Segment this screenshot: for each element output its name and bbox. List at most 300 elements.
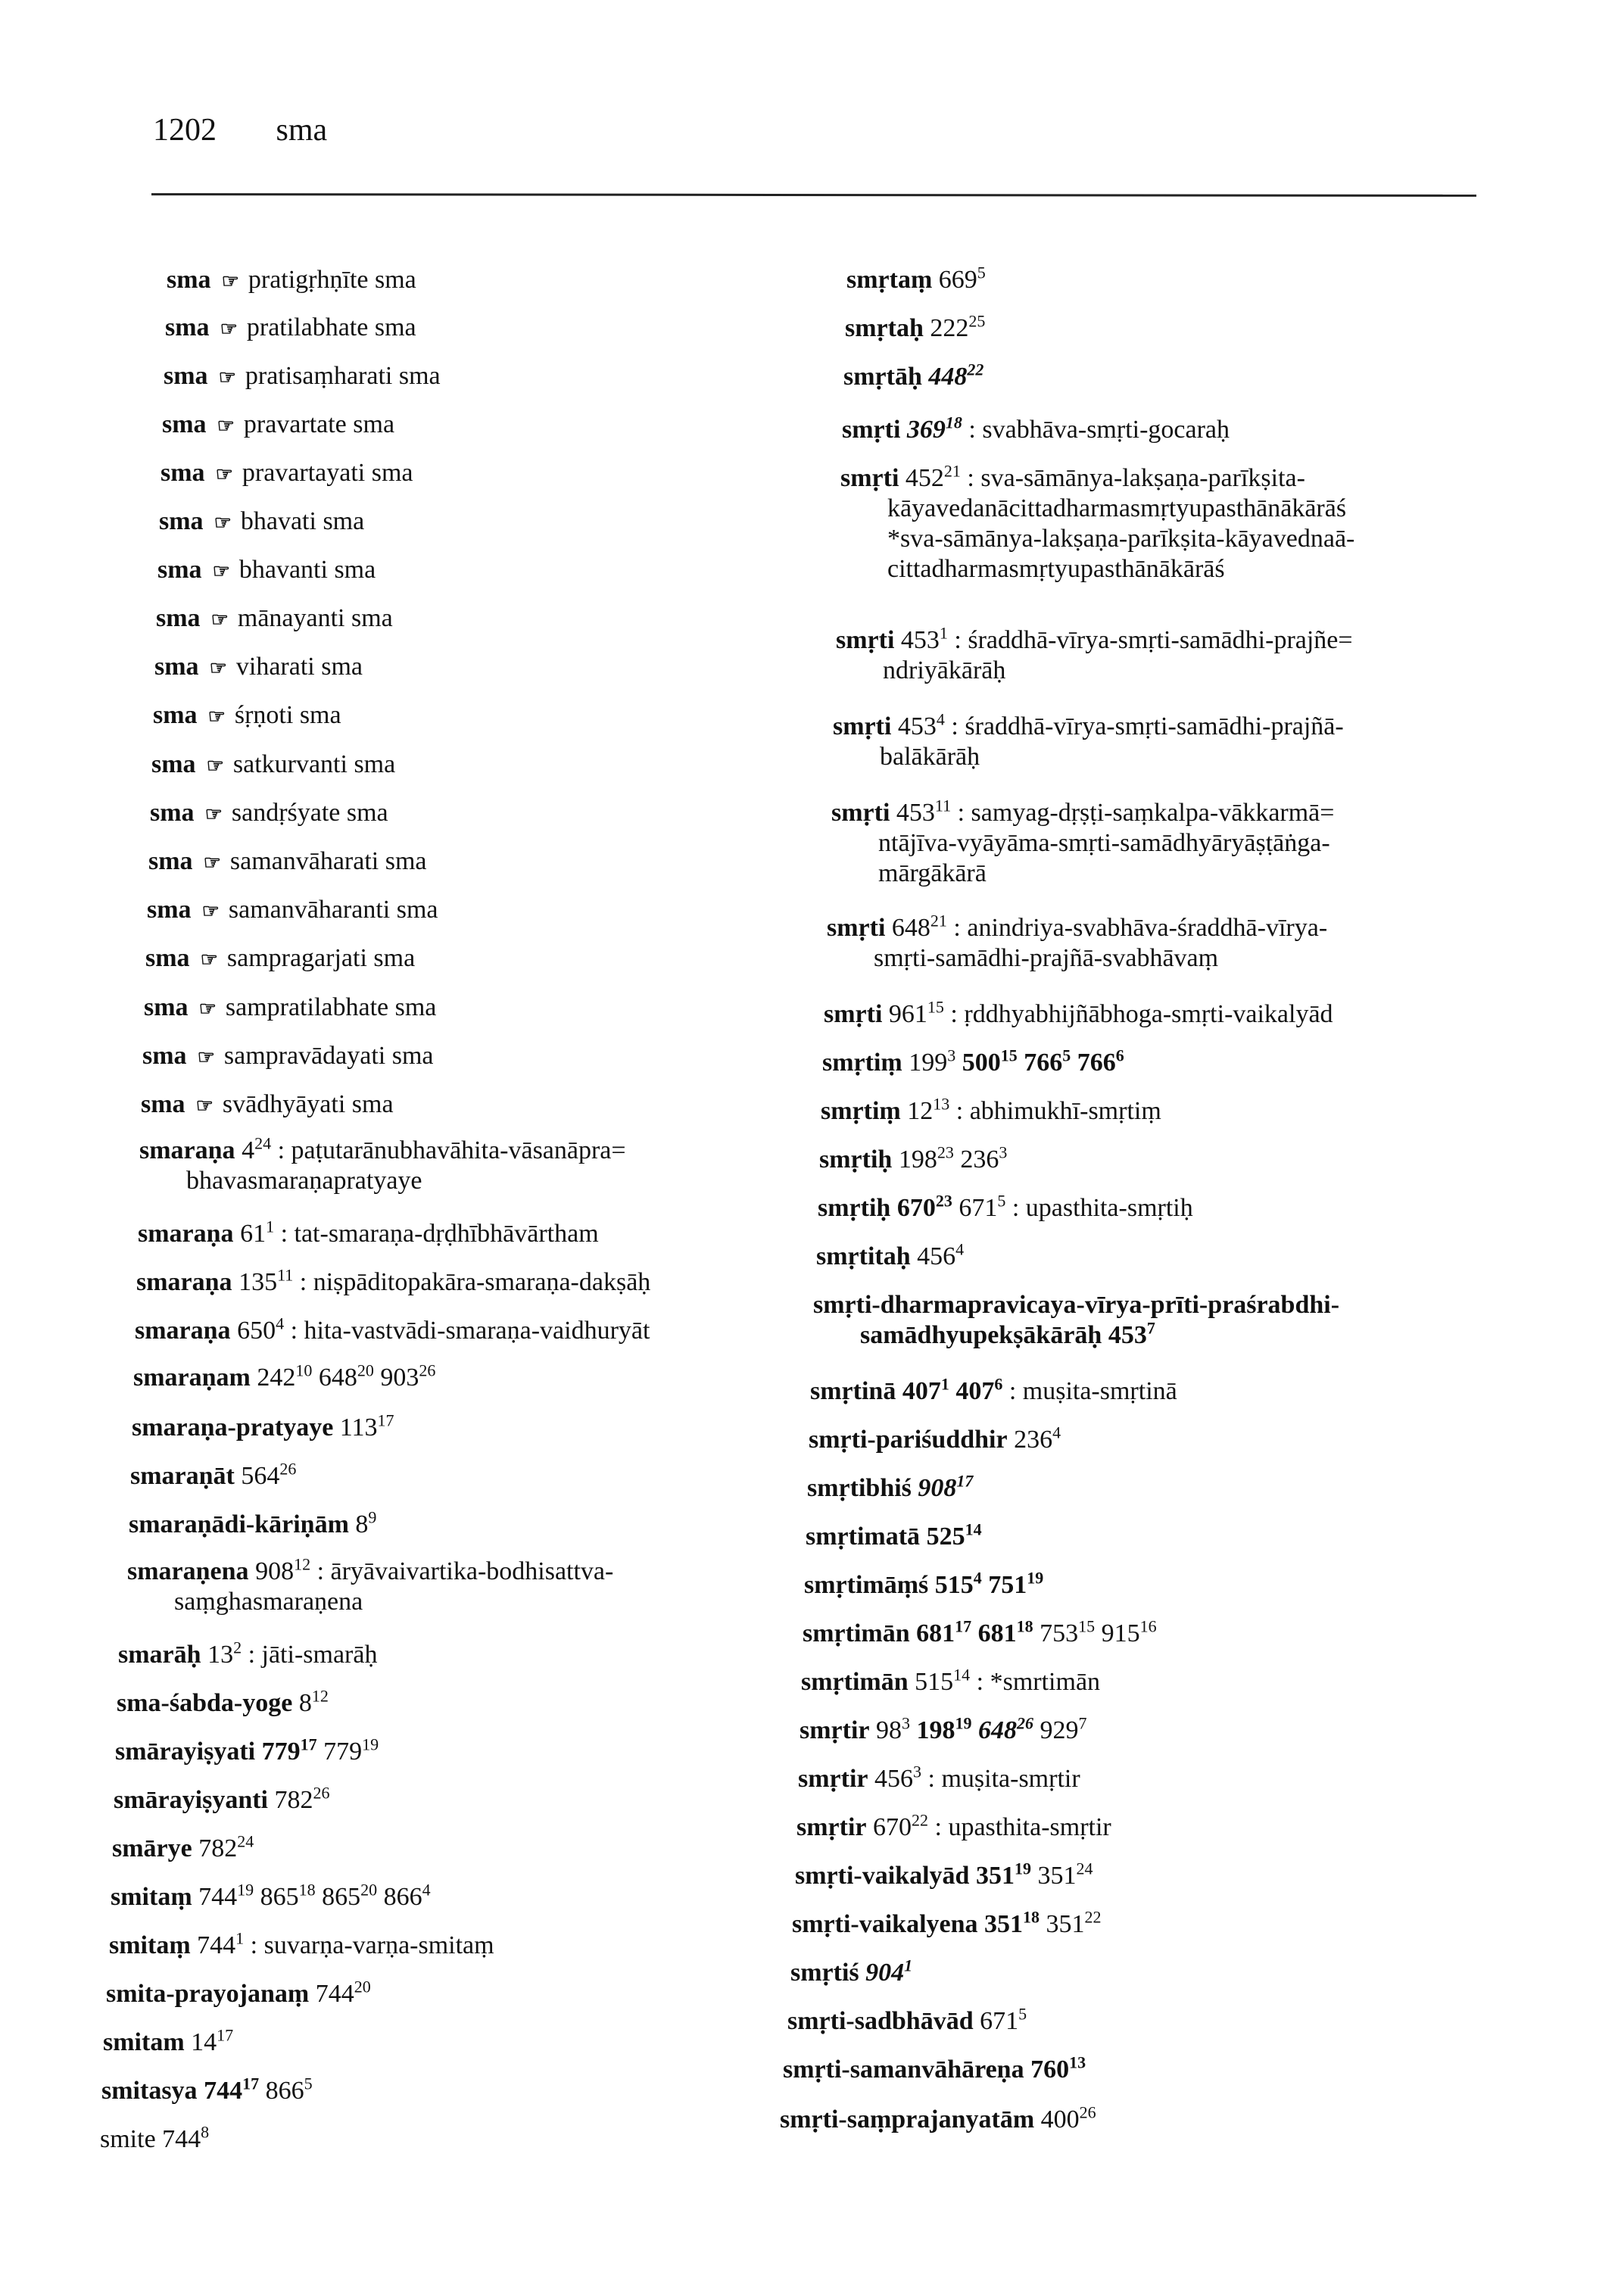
page-reference: $12^{13}$ [907, 1094, 950, 1125]
page-reference: $744^{19}$ [198, 1880, 254, 1911]
line-number: 5 [1062, 1046, 1071, 1065]
line-number: 11 [277, 1265, 294, 1285]
entry-line [809, 1423, 1061, 1454]
entry-headword: smṛtimān [801, 1668, 909, 1696]
entry-headword: smṛti [833, 712, 892, 740]
line-number: 1 [904, 1956, 913, 1975]
index-entry [821, 1096, 1161, 1127]
line-number: 26 [313, 1783, 330, 1803]
entry-headword: smṛti [824, 1000, 883, 1028]
page-reference: $452^{21}$ [905, 461, 961, 492]
line-number: 13 [933, 1094, 950, 1114]
entry-line [824, 997, 1333, 1028]
entry-gloss: : hita-vastvādi-smaraṇa-vaidhuryāt [290, 1317, 650, 1345]
entry-gloss: : anindriya-svabhāva-śraddhā-vīrya- [953, 914, 1328, 942]
index-entry [809, 1425, 1061, 1455]
see-reference-icon: ☞ [197, 1046, 215, 1068]
entry-headword: smṛti-samanvāhāreṇa [783, 2056, 1024, 2084]
entry-line [106, 1977, 371, 2008]
entry-headword: sma [141, 1090, 185, 1118]
line-number: 5 [977, 263, 986, 282]
index-entry [801, 1667, 1100, 1697]
page-reference: $453^7$ [1108, 1318, 1155, 1349]
entry-continuation: bhavasmaraṇapratyaye [186, 1167, 422, 1195]
entry-headword: smaraṇa-pratyaye [132, 1413, 334, 1442]
index-entry [813, 1290, 1339, 1351]
line-number: 18 [1016, 1616, 1033, 1636]
entry-line [145, 944, 415, 972]
page-reference: $456^4$ [917, 1239, 965, 1270]
entry-headword: smṛtibhiś [807, 1474, 912, 1502]
entry-continuation: ntājīva-vyāyāma-smṛti-samādhyāryāṣṭāṅga- [878, 829, 1330, 857]
index-entry [803, 1616, 1157, 1649]
line-number: 24 [1076, 1859, 1093, 1878]
entry-headword: sma [161, 459, 205, 487]
see-reference: svādhyāyati sma [222, 1090, 394, 1118]
entry-continuation: samādhyupekṣākārāḥ $453^7$ [860, 1318, 1155, 1349]
index-entry [783, 2052, 1086, 2085]
page-reference: $779^{19}$ [323, 1735, 379, 1766]
index-entry [845, 313, 985, 344]
entry-headword: smṛtitaḥ [816, 1242, 911, 1270]
entry-headword: smṛtimān [803, 1619, 910, 1647]
line-number: 1 [266, 1217, 275, 1236]
line-number: 4 [1052, 1423, 1061, 1442]
page-reference: $681^{18}$ [977, 1616, 1033, 1647]
entry-line [151, 750, 395, 778]
entry-headword: sma [154, 653, 199, 681]
line-number: 20 [357, 1361, 374, 1380]
entry-headword: smṛtiś [790, 1959, 859, 1987]
entry-line [813, 1291, 1339, 1319]
page-reference: $198^{19}$ [916, 1713, 972, 1744]
page-reference: $351^{19}$ [975, 1859, 1031, 1890]
entry-headword: smṛtāḥ [843, 363, 922, 391]
page-reference: $222^{25}$ [930, 311, 986, 342]
index-entry [807, 1473, 973, 1504]
line-number: 16 [1139, 1616, 1157, 1636]
index-entry [151, 750, 395, 781]
entry-headword: smṛtir [800, 1716, 870, 1744]
index-entry [153, 700, 341, 732]
page-reference: $648^{20}$ [318, 1361, 374, 1392]
entry-headword: sma-śabda-yoge [117, 1689, 293, 1717]
page-reference: $564^{26}$ [241, 1459, 297, 1490]
page-reference: $4^{24}$ [242, 1133, 272, 1164]
line-number: 12 [311, 1686, 329, 1706]
entry-line [117, 1686, 329, 1717]
entry-line [144, 993, 436, 1021]
page-reference: $865^{18}$ [260, 1880, 316, 1911]
entry-gloss: : ṛddhyabhijñābhoga-smṛti-vaikalyād [950, 1000, 1333, 1028]
entry-gloss: : muṣita-smṛtir [927, 1765, 1080, 1793]
index-entry [133, 1363, 435, 1393]
entry-line [790, 1956, 913, 1987]
index-entry [139, 1133, 626, 1196]
entry-line [129, 1507, 377, 1538]
entry-continuation: mārgākārā [878, 859, 987, 887]
line-number: 18 [1023, 1907, 1040, 1927]
page-reference: $670^{23}$ [896, 1191, 952, 1222]
line-number: 26 [1079, 2102, 1096, 2122]
index-entry [132, 1410, 394, 1443]
line-number: 17 [300, 1735, 317, 1754]
page-reference: $766^6$ [1077, 1046, 1124, 1077]
see-reference-icon: ☞ [198, 998, 217, 1020]
page-reference: $407^1$ [902, 1374, 949, 1405]
entry-line [100, 2122, 210, 2153]
see-reference-icon: ☞ [212, 560, 230, 582]
see-reference-icon: ☞ [203, 852, 221, 874]
page-number: 1202 [153, 113, 217, 148]
entry-headword: smaraṇam [133, 1364, 251, 1392]
index-entry [846, 265, 986, 295]
entry-line [827, 911, 1328, 942]
line-number: 17 [217, 2025, 234, 2045]
entry-line [135, 1314, 650, 1345]
index-entry [148, 846, 427, 878]
entry-line [164, 362, 441, 390]
index-entry [147, 895, 438, 927]
see-reference-icon: ☞ [215, 463, 233, 485]
entry-line [111, 1880, 431, 1911]
see-reference: sandṛśyate sma [231, 799, 388, 827]
page-reference: $407^6$ [955, 1374, 1003, 1405]
entry-headword: sma [164, 362, 208, 390]
page-reference: $782^{24}$ [198, 1831, 254, 1862]
see-reference-icon: ☞ [217, 415, 235, 437]
entry-headword: smite [100, 2125, 156, 2153]
entry-line [148, 847, 427, 875]
line-number: 18 [298, 1880, 316, 1900]
entry-headword: smṛti-sadbhāvād [787, 2007, 974, 2035]
entry-line [109, 1928, 494, 1959]
entry-headword: smaraṇādi-kāriṇām [129, 1510, 349, 1538]
entry-headword: sma [153, 701, 198, 729]
line-number: 17 [956, 1471, 974, 1491]
line-number: 14 [953, 1665, 971, 1685]
entry-headword: smṛti-vaikalyād [795, 1862, 970, 1890]
entry-line [147, 896, 438, 924]
line-number: 19 [1014, 1859, 1031, 1878]
entry-line [800, 1713, 1087, 1744]
entry-line [157, 556, 376, 584]
entry-line [114, 1783, 330, 1814]
entry-gloss: : tat-smaraṇa-dṛḍhībhāvārtham [280, 1220, 599, 1248]
page-reference: $400^{26}$ [1040, 2102, 1096, 2133]
entry-line [810, 1374, 1177, 1405]
see-reference: bhavanti sma [238, 556, 376, 584]
see-reference: sampragarjati sma [226, 944, 416, 972]
index-entry [129, 1507, 377, 1540]
page-reference: $760^{13}$ [1030, 2052, 1086, 2084]
entry-line [816, 1239, 965, 1270]
index-entry [833, 709, 1344, 772]
entry-headword: smita-prayojanaṃ [106, 1980, 310, 2008]
line-number: 3 [902, 1713, 911, 1733]
entry-headword: sma [148, 847, 193, 875]
line-number: 20 [354, 1977, 371, 1996]
entry-headword: sma [157, 556, 202, 584]
line-number: 15 [1078, 1616, 1096, 1636]
entry-headword: smṛti [827, 914, 886, 942]
entry-line [118, 1638, 378, 1669]
entry-line [136, 1265, 651, 1296]
page-reference: $236^3$ [960, 1142, 1008, 1173]
entry-continuation: cittadharmasmṛtyupasthānākārāś [887, 555, 1225, 583]
entry-line [132, 1410, 394, 1442]
index-entry [130, 1461, 296, 1491]
entry-headword: smārayiṣyanti [114, 1786, 268, 1814]
entry-line [167, 266, 416, 294]
line-number: 9 [368, 1507, 377, 1527]
line-number: 3 [999, 1142, 1008, 1162]
line-number: 5 [1018, 2004, 1027, 2024]
entry-line [833, 709, 1344, 740]
line-number: 2 [233, 1638, 242, 1657]
entry-headword: smṛti [840, 464, 899, 492]
index-entry [819, 1142, 1008, 1175]
index-entry [824, 999, 1333, 1030]
see-reference: pratisaṃharati sma [245, 362, 441, 390]
entry-headword: sma [159, 507, 204, 535]
line-number: 26 [1017, 1713, 1034, 1733]
see-reference-icon: ☞ [204, 803, 223, 825]
line-number: 1 [939, 623, 948, 643]
index-entry [798, 1764, 1080, 1794]
line-number: 1 [235, 1928, 245, 1948]
entry-headword: sma [150, 799, 195, 827]
entry-headword: smārayiṣyati [115, 1738, 256, 1766]
entry-headword: sma [142, 1042, 187, 1070]
see-reference: śṛṇoti sma [234, 701, 341, 729]
index-entry [118, 1640, 377, 1670]
index-entry [167, 265, 416, 297]
page-reference: $351^{18}$ [984, 1907, 1040, 1938]
line-number: 6 [994, 1374, 1003, 1394]
page-reference: $448^{22}$ [928, 360, 984, 391]
entry-line [165, 313, 416, 341]
entry-line [818, 1191, 1193, 1222]
index-entry [114, 1785, 330, 1816]
entry-line [783, 2052, 1086, 2084]
line-number: 5 [997, 1191, 1006, 1211]
entry-gloss: : abhimukhī-smṛtiṃ [955, 1097, 1161, 1125]
index-entry [127, 1554, 614, 1617]
see-reference: pratilabhate sma [246, 313, 416, 341]
line-number: 22 [967, 360, 984, 379]
entry-line [843, 360, 984, 391]
entry-line [103, 2025, 234, 2056]
entry-line [804, 1568, 1044, 1599]
line-number: 8 [201, 2122, 210, 2142]
page-reference: $779^{17}$ [261, 1735, 317, 1766]
page-reference: $929^7$ [1040, 1713, 1087, 1744]
index-entry [792, 1909, 1102, 1940]
index-entry [840, 463, 1354, 584]
page-reference: $61^1$ [240, 1217, 275, 1248]
page-reference: $515^{14}$ [915, 1665, 971, 1696]
running-header [153, 112, 327, 148]
entry-line [819, 1142, 1008, 1173]
entry-line [807, 1471, 974, 1502]
entry-gloss: : svabhāva-smṛti-gocaraḥ [968, 416, 1230, 444]
line-number: 20 [360, 1880, 378, 1900]
index-entry [100, 2124, 209, 2155]
entry-line [130, 1459, 297, 1490]
entry-line [846, 263, 986, 294]
line-number: 22 [912, 1810, 929, 1830]
page-reference: $648^{21}$ [891, 911, 947, 942]
page-reference: $242^{10}$ [257, 1361, 313, 1392]
index-entry [112, 1831, 254, 1864]
line-number: 19 [955, 1713, 972, 1733]
line-number: 1 [940, 1374, 949, 1394]
index-entry [822, 1048, 1124, 1078]
line-number: 4 [973, 1568, 982, 1588]
entry-continuation: smṛti-samādhi-prajñā-svabhāvaṃ [874, 944, 1219, 972]
line-number: 3 [947, 1046, 956, 1065]
index-entry [101, 2076, 313, 2106]
entry-headword: sma [144, 993, 189, 1021]
entry-line [156, 604, 393, 632]
entry-headword: smṛti-pariśuddhir [809, 1426, 1008, 1454]
see-reference-icon: ☞ [221, 270, 239, 292]
index-entry [159, 506, 364, 538]
see-reference-icon: ☞ [201, 900, 220, 922]
entry-line [115, 1735, 379, 1766]
index-entry [109, 1928, 494, 1961]
page-reference: $753^{15}$ [1040, 1616, 1096, 1647]
page-reference: $650^4$ [237, 1314, 285, 1345]
entry-line [822, 1046, 1124, 1077]
see-reference: sampravādayati sma [223, 1042, 434, 1070]
page-reference: $866^5$ [265, 2074, 313, 2105]
line-number: 24 [254, 1133, 272, 1153]
entry-line [142, 1042, 434, 1070]
entry-headword: smṛti-saṃprajanyatām [780, 2105, 1035, 2133]
index-entry [111, 1882, 431, 1912]
entry-line [141, 1090, 394, 1118]
page-reference: $13^2$ [207, 1638, 242, 1669]
index-entry [162, 410, 394, 441]
index-entry [115, 1737, 379, 1767]
page-reference: $199^3$ [909, 1046, 956, 1077]
line-number: 17 [377, 1410, 394, 1430]
line-number: 6 [1115, 1046, 1124, 1065]
line-number: 17 [242, 2074, 260, 2093]
entry-headword: smṛtimatā [806, 1523, 921, 1551]
page-reference: $671^5$ [959, 1191, 1006, 1222]
entry-gloss: : samyag-dṛṣṭi-saṃkalpa-vākkarmā= [957, 799, 1335, 827]
page-reference: $782^{26}$ [274, 1783, 330, 1814]
page-reference: $453^4$ [897, 709, 945, 740]
entry-line [112, 1831, 254, 1862]
index-entry [150, 798, 388, 830]
entry-line [162, 410, 394, 438]
entry-headword: smitam [103, 2028, 185, 2056]
page-reference: $113^{17}$ [339, 1410, 394, 1442]
entry-headword: smarāḥ [118, 1641, 201, 1669]
entry-headword: smṛtiḥ [819, 1145, 893, 1173]
see-reference: pravartate sma [243, 410, 395, 438]
entry-line [821, 1094, 1161, 1125]
index-entry [165, 313, 416, 344]
line-number: 24 [237, 1831, 254, 1851]
line-number: 10 [295, 1361, 313, 1380]
index-entry [787, 2006, 1027, 2037]
entry-line [803, 1616, 1157, 1647]
entry-headword: sma [162, 410, 207, 438]
see-reference-icon: ☞ [210, 609, 229, 631]
see-reference-icon: ☞ [220, 318, 238, 340]
page-reference: $915^{16}$ [1101, 1616, 1157, 1647]
see-reference-icon: ☞ [195, 1095, 214, 1117]
index-entry [810, 1376, 1177, 1407]
index-entry [157, 555, 376, 587]
page-reference: $670^{22}$ [873, 1810, 929, 1841]
index-entry [142, 1041, 434, 1073]
see-reference: sampratilabhate sma [225, 993, 437, 1021]
index-entry [156, 603, 393, 635]
index-entry [138, 1219, 599, 1249]
entry-headword: smṛtiṃ [821, 1097, 901, 1125]
entry-line [159, 507, 364, 535]
index-entry [164, 361, 441, 393]
entry-headword: smaraṇa [139, 1136, 235, 1164]
index-entry [136, 1267, 650, 1298]
page-reference: $744^8$ [162, 2122, 210, 2153]
entry-gloss: : paṭutarānubhavāhita-vāsanāpra= [277, 1136, 626, 1164]
entry-headword: smaraṇa [136, 1268, 232, 1296]
see-reference: satkurvanti sma [232, 750, 396, 778]
page-reference: $903^{26}$ [380, 1361, 436, 1392]
page-reference: $14^{17}$ [191, 2025, 234, 2056]
see-reference: bhavati sma [240, 507, 365, 535]
page-reference: $453^{11}$ [896, 796, 952, 827]
see-reference-icon: ☞ [218, 366, 236, 388]
entry-headword: smārye [112, 1834, 192, 1862]
see-reference: samanvāharanti sma [228, 896, 438, 924]
page-reference: $198^{23}$ [898, 1142, 954, 1173]
line-number: 19 [1027, 1568, 1044, 1588]
line-number: 26 [279, 1459, 297, 1479]
page-reference: $648^{26}$ [978, 1713, 1034, 1744]
see-reference: mānayanti sma [237, 604, 393, 632]
entry-line [798, 1762, 1080, 1793]
index-entry [836, 625, 1353, 686]
index-entry [806, 1519, 982, 1552]
index-entry [161, 458, 413, 490]
line-number: 13 [1069, 2052, 1086, 2072]
entry-continuation: *sva-sāmānya-lakṣaṇa-parīkṣita-kāyavednaā- [887, 525, 1355, 553]
index-entry [780, 2102, 1096, 2135]
entry-headword: smaraṇena [127, 1557, 249, 1585]
entry-line [840, 461, 1305, 492]
index-entry [816, 1239, 965, 1272]
entry-headword: smṛtaḥ [845, 314, 924, 342]
entry-line [780, 2102, 1096, 2133]
page-reference: $98^3$ [876, 1713, 911, 1744]
index-entry [117, 1688, 329, 1719]
entry-headword: smaraṇa [135, 1317, 231, 1345]
entry-headword: smṛtiḥ [818, 1194, 891, 1222]
entry-gloss: : śraddhā-vīrya-smṛti-samādhi-prajñe= [954, 626, 1353, 654]
entry-headword: smṛti-vaikalyena [792, 1910, 978, 1938]
entry-gloss: : niṣpāditopakāra-smaraṇa-dakṣāḥ [299, 1268, 651, 1296]
entry-gloss: : śraddhā-vīrya-smṛti-samādhi-prajñā- [951, 712, 1344, 740]
entry-headword: smṛti [831, 799, 890, 827]
